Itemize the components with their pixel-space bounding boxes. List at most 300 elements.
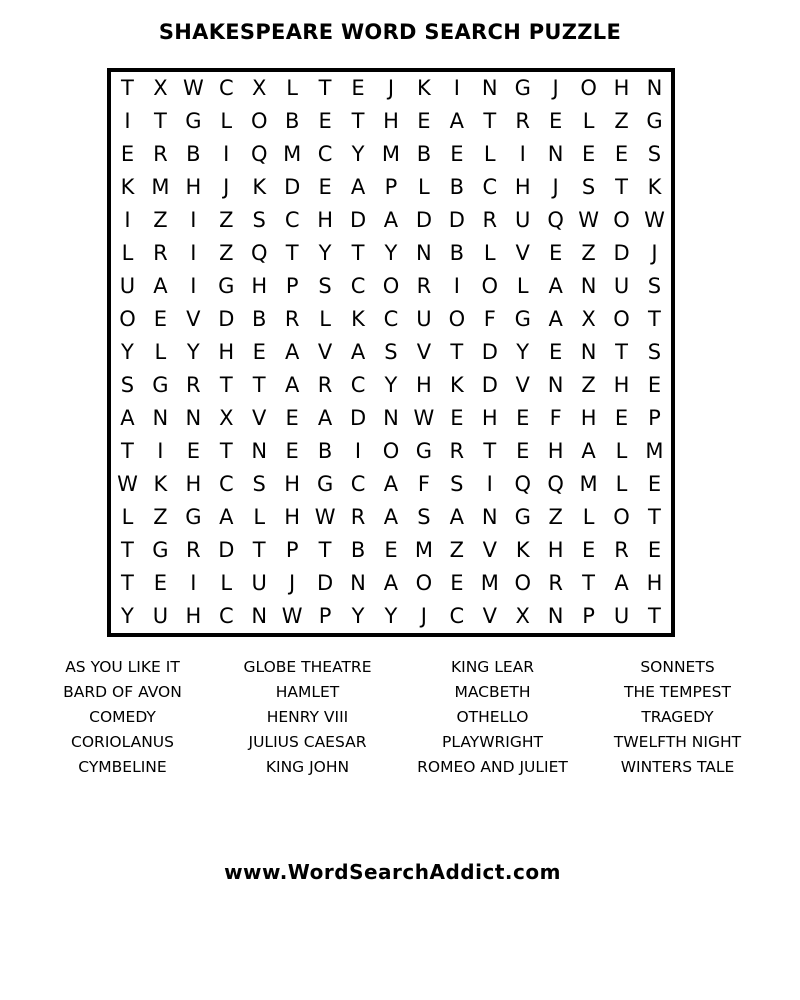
grid-letter: M	[381, 142, 401, 166]
grid-letter: A	[317, 406, 333, 430]
grid-letter: E	[153, 571, 168, 595]
word-list-column	[30, 655, 215, 780]
grid-letter: X	[252, 76, 267, 100]
grid-letter: I	[453, 76, 460, 100]
grid-letter: I	[453, 274, 460, 298]
grid-letter: G	[646, 109, 663, 133]
grid-letter: M	[414, 538, 433, 562]
word-list-item: WINTERS TALE	[620, 758, 735, 776]
word-list-column	[400, 655, 585, 780]
word-list-item: TWELFTH NIGHT	[613, 733, 742, 751]
grid-letter: L	[516, 274, 529, 298]
grid-letter: Q	[547, 208, 564, 232]
grid-letter: X	[515, 604, 530, 628]
grid-letter: N	[383, 406, 399, 430]
grid-letter: O	[481, 274, 499, 298]
grid-letter: D	[349, 406, 367, 430]
grid-letter: O	[415, 571, 433, 595]
grid-letter: Z	[153, 505, 168, 529]
grid-letter: E	[450, 406, 464, 430]
grid-letter: A	[284, 373, 300, 397]
grid-letter: C	[350, 274, 366, 298]
grid-letter: J	[223, 175, 230, 199]
grid-letter: P	[648, 406, 661, 430]
grid-letter: T	[318, 538, 332, 562]
grid-letter: A	[614, 571, 629, 595]
grid-letter: E	[614, 406, 629, 430]
grid-letter: L	[220, 109, 233, 133]
grid-letter: W	[281, 604, 303, 628]
grid-letter: E	[318, 109, 332, 133]
grid-letter: T	[483, 439, 497, 463]
grid-letter: I	[190, 241, 197, 265]
word-list-item: JULIUS CAESAR	[248, 733, 367, 751]
grid-letter: D	[349, 208, 367, 232]
grid-letter: G	[152, 538, 169, 562]
grid-letter: A	[449, 505, 465, 529]
grid-letter: S	[252, 472, 266, 496]
grid-letter: R	[515, 109, 531, 133]
grid-letter: Q	[250, 241, 268, 265]
grid-letter: B	[350, 538, 366, 562]
grid-letter: W	[578, 208, 599, 232]
grid-letter: R	[284, 307, 300, 331]
grid-letter: N	[350, 571, 366, 595]
grid-letter: E	[647, 373, 662, 397]
grid-letter: U	[119, 274, 136, 298]
grid-letter: R	[548, 571, 563, 595]
grid-letter: I	[223, 142, 230, 166]
grid-letter: N	[646, 76, 663, 100]
grid-letter: J	[651, 241, 658, 265]
grid-letter: H	[317, 208, 333, 232]
grid-letter: T	[252, 538, 266, 562]
grid-letter: C	[350, 373, 366, 397]
grid-letter: Q	[514, 472, 531, 496]
grid-letter: E	[549, 241, 563, 265]
grid-letter: H	[284, 505, 301, 529]
grid-letter: T	[219, 373, 233, 397]
grid-letter: N	[152, 406, 169, 430]
grid-letter: L	[319, 307, 331, 331]
grid-letter: I	[190, 208, 197, 232]
word-list-item: THE TEMPEST	[624, 683, 731, 701]
grid-letter: H	[580, 406, 597, 430]
grid-letter: Z	[581, 373, 596, 397]
grid-letter: Y	[186, 340, 200, 364]
grid-letter: X	[219, 406, 234, 430]
grid-letter: I	[190, 274, 197, 298]
grid-letter: W	[413, 406, 435, 430]
grid-letter: Q	[547, 472, 564, 496]
word-list-item: SONNETS	[640, 658, 715, 676]
grid-letter: H	[251, 274, 268, 298]
grid-letter: T	[121, 538, 134, 562]
grid-letter: F	[549, 406, 562, 430]
grid-letter: E	[153, 307, 168, 331]
word-list-item: AS YOU LIKE IT	[65, 658, 180, 676]
grid-letter: A	[548, 274, 563, 298]
grid-letter: K	[252, 175, 267, 199]
grid-letter: E	[647, 538, 662, 562]
grid-letter: U	[152, 604, 169, 628]
grid-letter: B	[284, 109, 300, 133]
grid-letter: R	[153, 241, 168, 265]
grid-letter: G	[415, 439, 433, 463]
grid-letter: U	[613, 274, 630, 298]
grid-letter: Z	[581, 241, 596, 265]
grid-letter: Y	[516, 340, 530, 364]
grid-letter: V	[482, 604, 497, 628]
grid-letter: L	[483, 142, 496, 166]
grid-letter: U	[251, 571, 267, 595]
grid-letter: O	[613, 307, 630, 331]
grid-letter: H	[185, 472, 202, 496]
grid-letter: V	[515, 373, 530, 397]
grid-letter: T	[121, 76, 134, 100]
grid-letter: M	[579, 472, 598, 496]
grid-letter: K	[449, 373, 464, 397]
grid-letter: H	[284, 472, 301, 496]
grid-letter: T	[615, 175, 628, 199]
grid-letter: O	[613, 505, 630, 529]
grid-letter: L	[483, 241, 496, 265]
grid-letter: A	[383, 472, 399, 496]
grid-letter: E	[384, 538, 398, 562]
grid-letter: O	[514, 571, 531, 595]
grid-letter: D	[448, 208, 465, 232]
grid-letter: E	[549, 340, 563, 364]
grid-letter: N	[185, 406, 202, 430]
grid-letter: A	[581, 439, 596, 463]
grid-letter: E	[285, 439, 299, 463]
grid-letter: E	[417, 109, 431, 133]
grid-letter: E	[285, 406, 299, 430]
grid-letter: N	[251, 604, 268, 628]
grid-letter: L	[220, 571, 233, 595]
grid-letter: V	[252, 406, 267, 430]
grid-letter: Z	[548, 505, 563, 529]
grid-letter: A	[383, 208, 399, 232]
grid-letter: T	[219, 439, 233, 463]
grid-letter: H	[514, 175, 531, 199]
grid-letter: R	[416, 274, 432, 298]
grid-letter: A	[383, 571, 399, 595]
grid-letter: T	[318, 76, 332, 100]
grid-letter: D	[317, 571, 334, 595]
grid-letter: T	[121, 439, 134, 463]
word-list-item: TRAGEDY	[641, 708, 714, 726]
grid-letter: L	[615, 439, 628, 463]
grid-letter: T	[615, 340, 628, 364]
grid-letter: L	[121, 241, 134, 265]
grid-letter: C	[218, 76, 234, 100]
grid-letter: N	[481, 76, 498, 100]
grid-letter: C	[482, 175, 498, 199]
grid-letter: A	[449, 109, 465, 133]
grid-letter: R	[614, 538, 629, 562]
grid-letter: I	[519, 142, 526, 166]
grid-letter: W	[314, 505, 336, 529]
grid-letter: B	[449, 241, 465, 265]
grid-letter: L	[582, 109, 595, 133]
grid-letter: E	[581, 538, 596, 562]
grid-letter: G	[152, 373, 169, 397]
grid-letter: I	[190, 571, 197, 595]
grid-letter: E	[450, 142, 464, 166]
grid-letter: W	[182, 76, 204, 100]
grid-letter: M	[480, 571, 499, 595]
grid-letter: C	[218, 604, 234, 628]
grid-letter: Z	[153, 208, 168, 232]
grid-letter: X	[581, 307, 596, 331]
word-list-item: CYMBELINE	[78, 758, 167, 776]
grid-letter: E	[252, 340, 266, 364]
grid-letter: G	[514, 307, 531, 331]
grid-letter: T	[648, 307, 661, 331]
word-list-item: BARD OF AVON	[63, 683, 182, 701]
grid-letter: T	[450, 340, 464, 364]
grid-letter: P	[384, 175, 398, 199]
letter-grid	[111, 72, 671, 633]
grid-letter: S	[252, 208, 266, 232]
grid-letter: Y	[121, 604, 134, 628]
grid-letter: Y	[351, 142, 365, 166]
letter-grid-frame	[107, 68, 675, 637]
grid-letter: U	[515, 208, 531, 232]
grid-letter: D	[481, 373, 498, 397]
grid-letter: A	[383, 505, 399, 529]
grid-letter: J	[552, 76, 559, 100]
grid-letter: E	[516, 406, 530, 430]
grid-letter: A	[350, 340, 366, 364]
grid-letter: B	[416, 142, 432, 166]
grid-letter: K	[153, 472, 168, 496]
grid-letter: Y	[384, 241, 398, 265]
grid-letter: L	[615, 472, 628, 496]
grid-letter: A	[153, 274, 168, 298]
grid-letter: C	[449, 604, 465, 628]
grid-letter: I	[157, 439, 164, 463]
grid-letter: T	[483, 109, 497, 133]
grid-letter: O	[382, 439, 400, 463]
grid-letter: E	[647, 472, 662, 496]
grid-letter: C	[383, 307, 399, 331]
grid-letter: J	[552, 175, 559, 199]
grid-letter: G	[514, 505, 531, 529]
word-list-item: GLOBE THEATRE	[243, 658, 372, 676]
word-list-item: ROMEO AND JULIET	[417, 758, 568, 776]
grid-letter: A	[350, 175, 366, 199]
grid-letter: P	[582, 604, 595, 628]
grid-letter: E	[581, 142, 596, 166]
grid-letter: L	[418, 175, 430, 199]
grid-letter: H	[646, 571, 663, 595]
grid-letter: E	[549, 109, 563, 133]
grid-letter: C	[218, 472, 234, 496]
grid-letter: O	[382, 274, 400, 298]
grid-letter: T	[121, 571, 134, 595]
grid-letter: R	[449, 439, 465, 463]
grid-letter: H	[481, 406, 498, 430]
grid-letter: O	[613, 208, 630, 232]
grid-letter: Y	[351, 604, 365, 628]
grid-letter: K	[351, 307, 365, 331]
grid-letter: H	[185, 604, 202, 628]
grid-letter: T	[285, 241, 299, 265]
grid-letter: A	[120, 406, 135, 430]
grid-letter: N	[580, 274, 597, 298]
grid-letter: O	[448, 307, 466, 331]
grid-letter: U	[613, 604, 630, 628]
word-list-item: COMEDY	[89, 708, 156, 726]
word-list-item: KING JOHN	[265, 758, 350, 776]
grid-letter: N	[547, 604, 564, 628]
grid-letter: G	[514, 76, 531, 100]
grid-letter: I	[124, 208, 131, 232]
grid-letter: Y	[384, 604, 398, 628]
grid-letter: E	[614, 142, 629, 166]
grid-letter: C	[317, 142, 333, 166]
grid-letter: C	[284, 208, 300, 232]
grid-letter: E	[516, 439, 530, 463]
grid-letter: V	[186, 307, 201, 331]
grid-letter: B	[252, 307, 267, 331]
grid-letter: X	[153, 76, 168, 100]
grid-letter: A	[284, 340, 300, 364]
puzzle-title: SHAKESPEARE WORD SEARCH PUZZLE	[158, 20, 622, 44]
grid-letter: H	[218, 340, 235, 364]
grid-letter: S	[384, 340, 398, 364]
grid-letter: A	[219, 505, 234, 529]
grid-letter: U	[416, 307, 432, 331]
grid-letter: N	[580, 340, 597, 364]
grid-letter: Y	[121, 340, 134, 364]
grid-letter: T	[252, 373, 266, 397]
grid-letter: N	[547, 373, 564, 397]
grid-letter: D	[284, 175, 301, 199]
grid-letter: L	[582, 505, 595, 529]
word-list-item: CORIOLANUS	[71, 733, 174, 751]
grid-letter: L	[154, 340, 167, 364]
grid-letter: Q	[250, 142, 268, 166]
word-list-item: HAMLET	[275, 683, 340, 701]
grid-letter: L	[253, 505, 266, 529]
grid-letter: Z	[219, 208, 234, 232]
grid-letter: O	[119, 307, 136, 331]
grid-letter: M	[645, 439, 664, 463]
grid-letter: G	[316, 472, 334, 496]
grid-letter: O	[580, 76, 597, 100]
grid-letter: R	[317, 373, 333, 397]
word-list-item: HENRY VIII	[266, 708, 349, 726]
grid-letter: W	[117, 472, 138, 496]
grid-letter: E	[351, 76, 365, 100]
grid-letter: E	[318, 175, 332, 199]
grid-letter: I	[124, 109, 131, 133]
grid-letter: T	[351, 109, 365, 133]
grid-letter: B	[449, 175, 465, 199]
grid-letter: P	[318, 604, 332, 628]
grid-letter: S	[647, 340, 662, 364]
grid-letter: H	[547, 538, 564, 562]
grid-letter: O	[250, 109, 268, 133]
grid-letter: D	[218, 538, 235, 562]
grid-letter: S	[647, 142, 662, 166]
grid-letter: Y	[384, 373, 398, 397]
grid-letter: R	[482, 208, 498, 232]
word-list-item: OTHELLO	[456, 708, 529, 726]
grid-letter: S	[647, 274, 662, 298]
grid-letter: K	[647, 175, 662, 199]
grid-letter: T	[648, 604, 661, 628]
grid-letter: F	[483, 307, 496, 331]
word-list-item: KING LEAR	[450, 658, 535, 676]
grid-letter: E	[450, 571, 464, 595]
grid-letter: I	[486, 472, 493, 496]
grid-letter: Y	[318, 241, 332, 265]
grid-letter: S	[450, 472, 464, 496]
word-list-item: PLAYWRIGHT	[441, 733, 543, 751]
grid-letter: H	[185, 175, 202, 199]
grid-letter: I	[354, 439, 362, 463]
grid-letter: R	[153, 142, 168, 166]
grid-letter: E	[120, 142, 135, 166]
grid-letter: A	[548, 307, 563, 331]
grid-letter: N	[416, 241, 432, 265]
grid-letter: W	[644, 208, 665, 232]
grid-letter: P	[285, 538, 299, 562]
grid-letter: G	[218, 274, 235, 298]
grid-letter: S	[120, 373, 135, 397]
grid-letter: D	[415, 208, 432, 232]
grid-letter: M	[151, 175, 170, 199]
grid-letter: L	[286, 76, 298, 100]
grid-letter: H	[383, 109, 399, 133]
grid-letter: T	[582, 571, 595, 595]
grid-letter: F	[417, 472, 430, 496]
word-list-column	[585, 655, 770, 780]
grid-letter: V	[317, 340, 333, 364]
grid-letter: P	[285, 274, 299, 298]
grid-letter: B	[186, 142, 201, 166]
grid-letter: N	[547, 142, 564, 166]
grid-letter: Z	[219, 241, 234, 265]
word-list	[30, 655, 770, 780]
grid-letter: J	[387, 76, 395, 100]
grid-letter: V	[515, 241, 530, 265]
grid-letter: N	[251, 439, 268, 463]
grid-letter: K	[515, 538, 530, 562]
grid-letter: D	[218, 307, 235, 331]
word-list-item: MACBETH	[454, 683, 531, 701]
grid-letter: Z	[449, 538, 465, 562]
grid-letter: D	[481, 340, 498, 364]
grid-letter: H	[416, 373, 432, 397]
grid-letter: H	[613, 373, 630, 397]
grid-letter: G	[185, 505, 202, 529]
grid-letter: G	[185, 109, 202, 133]
grid-letter: N	[481, 505, 498, 529]
grid-letter: D	[613, 241, 630, 265]
grid-letter: V	[416, 340, 432, 364]
grid-letter: M	[283, 142, 302, 166]
grid-letter: E	[186, 439, 200, 463]
footer-website: www.WordSearchAddict.com	[224, 860, 561, 884]
grid-letter: Z	[614, 109, 629, 133]
grid-letter: H	[613, 76, 630, 100]
grid-letter: R	[350, 505, 366, 529]
